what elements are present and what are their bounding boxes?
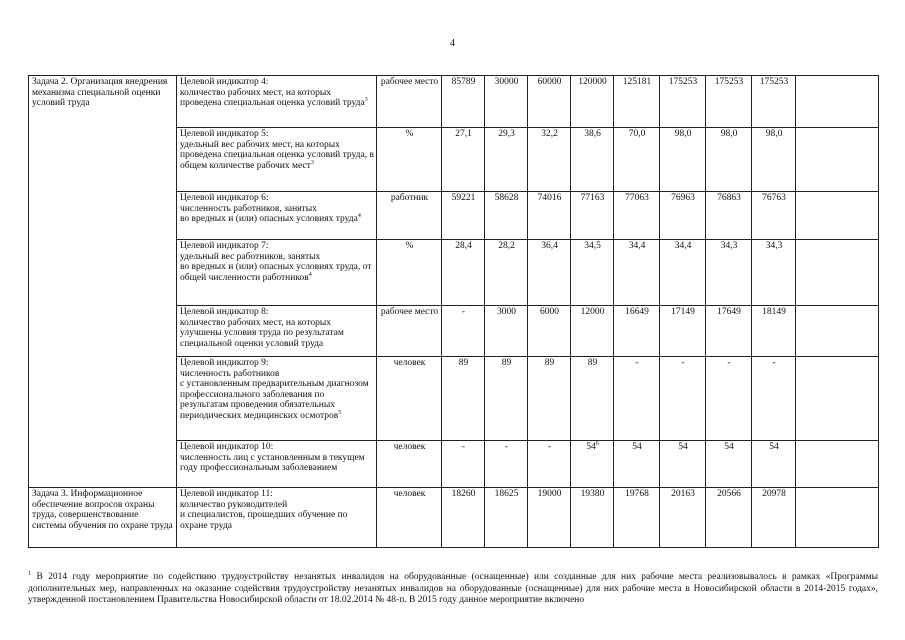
table-row <box>29 76 879 128</box>
empty-cell <box>796 128 879 192</box>
value-text: 120000 <box>578 77 607 87</box>
indicator-text: Целевой индикатор 4: <box>180 77 269 87</box>
value-cell <box>660 441 706 488</box>
unit-cell: человек <box>377 488 442 548</box>
value-cell <box>752 240 796 306</box>
value-cell <box>614 488 660 548</box>
indicator-cell <box>177 306 377 357</box>
value-cell <box>752 76 796 128</box>
value-text: 175253 <box>714 77 744 87</box>
value-cell <box>571 357 614 441</box>
value-cell <box>660 76 706 128</box>
value-text: 77163 <box>580 193 605 203</box>
value-cell <box>485 76 528 128</box>
value-cell <box>614 76 660 128</box>
empty-cell <box>796 192 879 240</box>
value-cell <box>442 192 485 240</box>
value-cell <box>528 441 571 488</box>
unit-cell: человек <box>377 441 442 488</box>
footnote <box>28 569 878 607</box>
footnote-ref: 3 <box>310 159 314 166</box>
value-text: 74016 <box>537 193 562 203</box>
value-cell <box>571 128 614 192</box>
value-cell <box>442 240 485 306</box>
value-cell <box>706 306 752 357</box>
indicator-cell <box>177 240 377 306</box>
value-text: - <box>727 358 731 368</box>
indicator-text: во вредных и (или) опасных условиях труда <box>180 214 358 224</box>
value-cell <box>528 76 571 128</box>
value-cell <box>485 306 528 357</box>
unit-cell: % <box>377 128 442 192</box>
value-text: 32,2 <box>541 129 558 139</box>
value-cell <box>571 306 614 357</box>
indicator-text: Целевой индикатор 6: <box>180 193 269 203</box>
value-cell <box>660 240 706 306</box>
indicator-cell <box>177 76 377 128</box>
value-text: 76863 <box>717 193 741 203</box>
value-cell <box>485 357 528 441</box>
empty-cell <box>796 488 879 548</box>
value-text: 60000 <box>537 77 562 87</box>
value-text: 36,4 <box>541 241 558 251</box>
unit-cell: работник <box>377 192 442 240</box>
unit-cell: человек <box>377 357 442 441</box>
value-text: 18260 <box>451 489 476 499</box>
indicator-text: удельный вес рабочих мест, на которых проведена специальная оценка условий труда, в общем количестве рабочих мест <box>180 139 374 171</box>
value-cell <box>706 76 752 128</box>
value-text: 38,6 <box>584 129 601 139</box>
value-cell <box>706 441 752 488</box>
value-cell <box>660 357 706 441</box>
value-cell <box>485 488 528 548</box>
value-text: 16649 <box>625 307 649 317</box>
value-cell <box>752 306 796 357</box>
value-text: 89 <box>458 358 469 368</box>
value-cell <box>528 240 571 306</box>
footnote-mark: 1 <box>28 569 32 577</box>
value-cell <box>660 192 706 240</box>
value-text: - <box>461 442 466 452</box>
indicator-cell <box>177 192 377 240</box>
value-text: - <box>504 442 509 452</box>
value-cell <box>528 357 571 441</box>
value-cell <box>485 128 528 192</box>
task-cell: Задача 3. Информационное обеспечение вопросов охраны труда, совершенствование системы обучения по охране труда <box>29 488 177 548</box>
indicator-text: количество руководителей <box>180 499 288 510</box>
footnote-ref: 4 <box>357 212 361 219</box>
indicator-text: количество рабочих мест, на которых проведена специальная оценка условий труда <box>180 87 365 108</box>
indicator-cell <box>177 357 377 441</box>
indicators-table-body <box>29 76 879 548</box>
value-text: 76963 <box>671 193 695 203</box>
footnote-text: В 2014 году мероприятие по содействию трудоустройству незанятых инвалидов на оборудованные (оснащенные) или созданные для них рабочие места реализовывалось в рамках «Программы дополнительных мер, направленных на оказание содействия трудоустройству незанятых инвалидов на оборудованные (оснащенные) для них рабочие места в Новосибирской области в 2014-2015 годах», утвержденной постановлением Правительства Новосибирской области от 18.02.2014 № 48-п. В 2015 году данное мероприятие включено <box>28 572 878 605</box>
page-number: 4 <box>450 38 455 49</box>
value-text: 34,3 <box>765 241 783 251</box>
value-text: 3000 <box>497 307 516 317</box>
indicator-text: Целевой индикатор 11: <box>180 489 273 499</box>
value-text: 20978 <box>762 489 786 499</box>
value-text: 19000 <box>537 489 562 499</box>
value-text: 28,2 <box>498 241 515 251</box>
value-cell <box>528 488 571 548</box>
value-text: 89 <box>587 358 598 368</box>
value-cell <box>706 192 752 240</box>
value-cell <box>752 488 796 548</box>
value-text: 76763 <box>762 193 786 203</box>
value-cell <box>442 306 485 357</box>
value-cell <box>614 306 660 357</box>
indicator-text: численность работников <box>180 368 280 379</box>
task-cell: Задача 2. Организация внедрения механизма специальной оценки условий труда <box>29 76 177 488</box>
indicator-cell <box>177 488 377 548</box>
indicator-cell <box>177 441 377 488</box>
value-cell <box>614 128 660 192</box>
value-text: 58628 <box>494 193 519 203</box>
empty-cell <box>796 357 879 441</box>
value-cell <box>442 76 485 128</box>
value-text: 70,0 <box>628 129 646 139</box>
value-text: - <box>681 358 685 368</box>
value-text: 20163 <box>671 489 695 499</box>
footnote-ref: 6 <box>595 440 599 447</box>
value-cell <box>528 306 571 357</box>
value-cell <box>571 192 614 240</box>
value-text: 12000 <box>580 307 605 317</box>
value-text: 98,0 <box>674 129 692 139</box>
empty-cell <box>796 306 879 357</box>
value-cell <box>442 441 485 488</box>
unit-cell: рабочее место <box>377 76 442 128</box>
value-cell <box>660 488 706 548</box>
value-text: 85789 <box>451 77 476 87</box>
value-text: - <box>635 358 639 368</box>
table-row <box>29 488 879 548</box>
value-text: 175253 <box>668 77 698 87</box>
value-text: 17149 <box>671 307 695 317</box>
value-text: 28,4 <box>455 241 472 251</box>
footnote-ref: 3 <box>364 96 368 103</box>
value-text: 18625 <box>494 489 519 499</box>
indicator-text: численность лиц с установленным в текущем году профессиональным заболеванием <box>180 452 365 473</box>
value-text: 29,3 <box>498 129 515 139</box>
value-text: - <box>461 307 466 317</box>
footnote-ref: 4 <box>308 271 312 278</box>
value-text: 89 <box>501 358 512 368</box>
value-cell <box>752 192 796 240</box>
value-cell <box>442 488 485 548</box>
value-text: 125181 <box>622 77 652 87</box>
value-text: 54 <box>586 442 596 452</box>
value-text: 175253 <box>759 77 789 87</box>
value-cell <box>614 441 660 488</box>
unit-cell: % <box>377 240 442 306</box>
value-text: 17649 <box>717 307 741 317</box>
value-cell <box>752 357 796 441</box>
value-cell <box>485 192 528 240</box>
value-cell <box>706 240 752 306</box>
value-cell <box>614 357 660 441</box>
indicator-text: с установленным предварительным диагнозом профессионального заболевания по результатам проведения обязательных периодических медицинских осмотров <box>180 379 369 421</box>
indicator-cell <box>177 128 377 192</box>
value-text: 54 <box>678 442 688 452</box>
value-cell <box>571 240 614 306</box>
value-cell <box>706 128 752 192</box>
value-text: 20566 <box>717 489 741 499</box>
value-text: 34,4 <box>628 241 646 251</box>
indicator-text: и специалистов, прошедших обучение по охране труда <box>180 510 348 531</box>
value-text: 30000 <box>494 77 519 87</box>
value-cell <box>528 192 571 240</box>
value-text: 98,0 <box>765 129 783 139</box>
indicator-text: Целевой индикатор 9: <box>180 358 269 368</box>
value-text: 89 <box>544 358 555 368</box>
value-cell <box>571 441 614 488</box>
value-text: 34,4 <box>674 241 692 251</box>
value-cell <box>485 441 528 488</box>
value-text: 54 <box>769 442 779 452</box>
value-cell <box>571 76 614 128</box>
value-cell <box>660 128 706 192</box>
value-cell <box>485 240 528 306</box>
value-text: 98,0 <box>720 129 738 139</box>
value-cell <box>614 240 660 306</box>
value-text: 54 <box>724 442 734 452</box>
indicators-table <box>28 75 879 548</box>
value-cell <box>528 128 571 192</box>
indicator-text: во вредных и (или) опасных условиях труда, от общей численности работников <box>180 262 372 283</box>
value-text: 77063 <box>625 193 649 203</box>
value-cell <box>442 357 485 441</box>
value-cell <box>614 192 660 240</box>
value-text: - <box>772 358 776 368</box>
footnote-ref: 5 <box>338 409 342 416</box>
indicator-text: количество рабочих мест, на которых улучшены условия труда по результатам специальной оценки условий труда <box>180 317 344 349</box>
value-cell <box>706 357 752 441</box>
value-text: 19768 <box>625 489 649 499</box>
value-text: 59221 <box>451 193 476 203</box>
value-text: 54 <box>632 442 642 452</box>
value-text: 18149 <box>762 307 786 317</box>
indicator-text: численность работников, занятых <box>180 203 317 214</box>
indicator-text: удельный вес работников, занятых <box>180 251 321 262</box>
value-text: 6000 <box>540 307 559 317</box>
value-cell <box>752 128 796 192</box>
value-cell <box>442 128 485 192</box>
value-cell <box>660 306 706 357</box>
value-text: 34,3 <box>720 241 738 251</box>
value-text: 19380 <box>580 489 605 499</box>
value-cell <box>571 488 614 548</box>
indicator-text: Целевой индикатор 5: <box>180 129 269 139</box>
indicator-text: Целевой индикатор 10: <box>180 442 274 452</box>
value-cell <box>752 441 796 488</box>
empty-cell <box>796 76 879 128</box>
value-text: 27,1 <box>455 129 472 139</box>
unit-cell: рабочее место <box>377 306 442 357</box>
value-text: - <box>547 442 552 452</box>
indicator-text: Целевой индикатор 8: <box>180 307 269 317</box>
empty-cell <box>796 240 879 306</box>
value-text: 34,5 <box>584 241 601 251</box>
indicator-text: Целевой индикатор 7: <box>180 241 269 251</box>
value-cell <box>706 488 752 548</box>
empty-cell <box>796 441 879 488</box>
